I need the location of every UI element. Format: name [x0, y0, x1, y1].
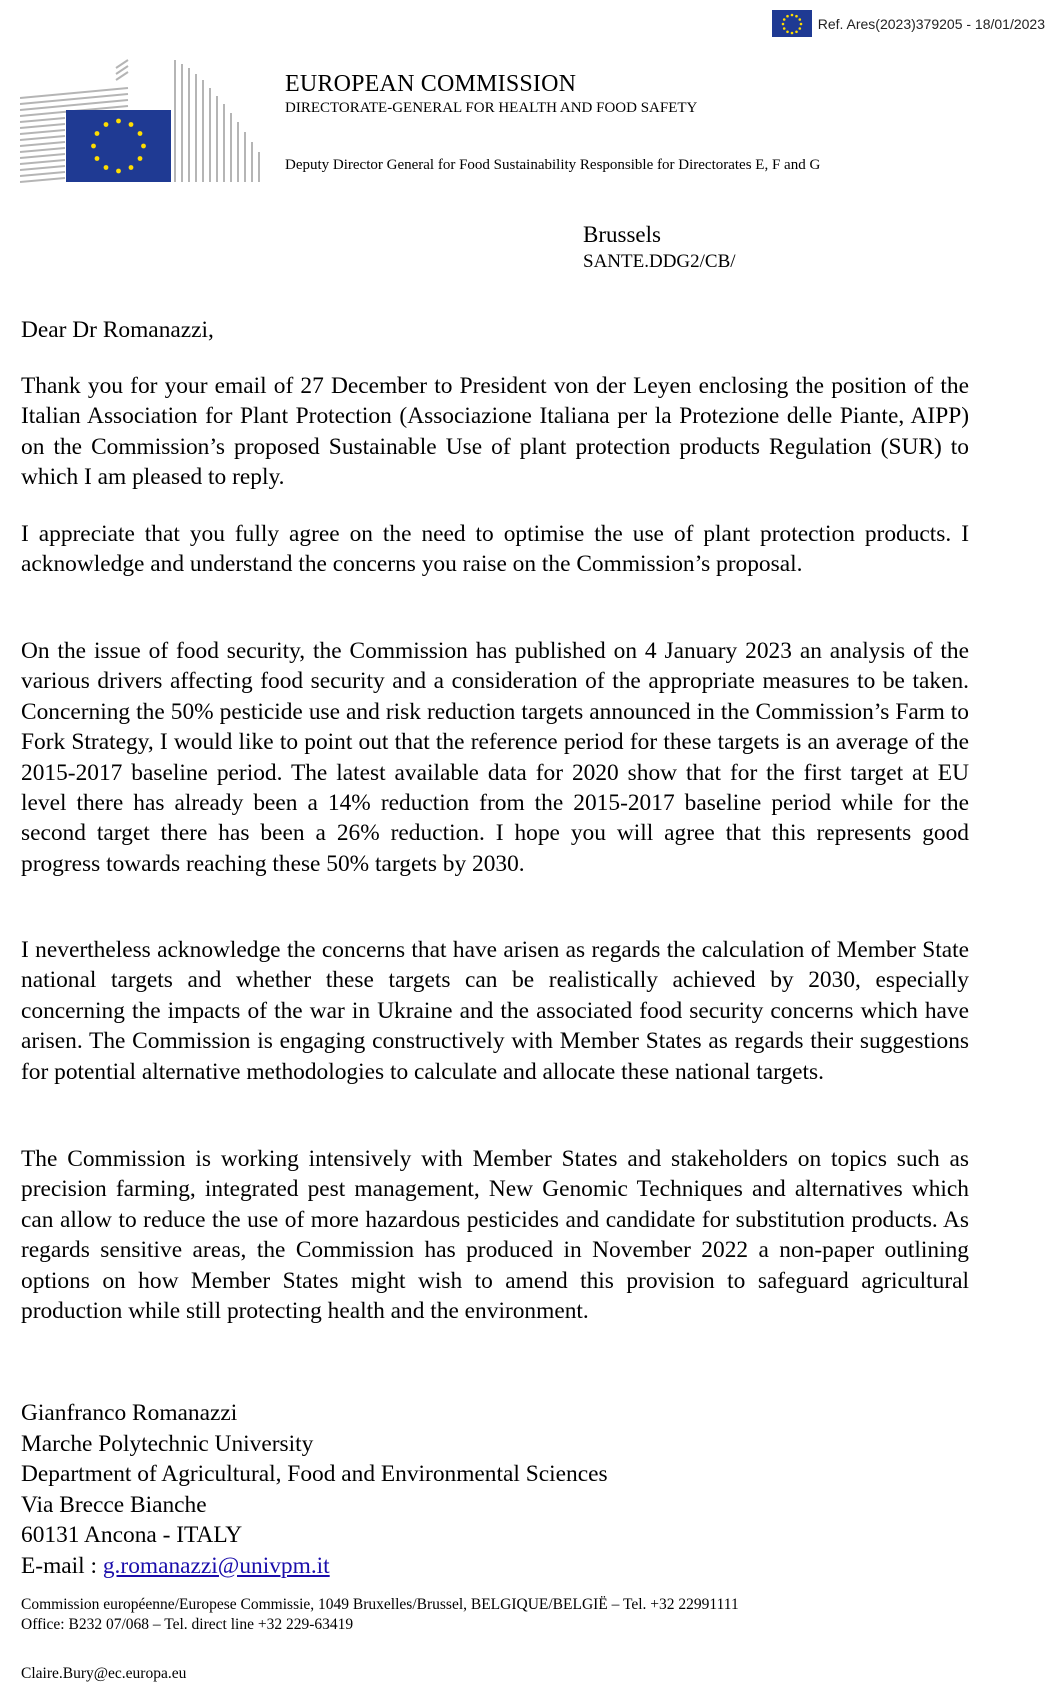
- eu-flag-icon: [772, 10, 812, 37]
- paragraph-5: The Commission is working intensively with Member States and stakeholders on topics such as precision farming, integrated pest management, New Genomic Techniques and alternatives which can allow to reduce the use of more hazardous pesticides and candidate for substitution products. As regards sensitive areas, the Commission has produced in November 2022 a non-paper outlining options on how Member States might wish to amend this provision to safeguard agricultural production while still protecting health and the environment.: [21, 1146, 969, 1325]
- recipient-email-label: E-mail :: [21, 1552, 103, 1579]
- recipient-email-link[interactable]: g.romanazzi@univpm.it: [102, 1552, 330, 1579]
- footer-contact-email: Claire.Bury@ec.europa.eu: [21, 1665, 187, 1682]
- recipient-city: 60131 Ancona - ITALY: [21, 1522, 243, 1548]
- place-and-reference: [583, 222, 736, 274]
- recipient-street: Via Brecce Bianche: [21, 1491, 207, 1518]
- european-commission-logo: [20, 58, 260, 183]
- paragraph-2: I appreciate that you fully agree on the need to optimise the use of plant protection products. I acknowledge and understand the concerns you raise on the Commission’s proposal.: [21, 521, 969, 578]
- paragraph-1: Thank you for your email of 27 December to President von der Leyen enclosing the position of the Italian Association for Plant Protection (Associazione Italiana per la Protezione delle Piante, AIPP) on the Commission’s proposed Sustainable Use of plant protection products Regulation (SUR) to which I am pleased to reply.: [21, 373, 969, 491]
- footer: [21, 1595, 739, 1635]
- recipient-department: Department of Agricultural, Food and Environmental Sciences: [21, 1461, 608, 1487]
- footer-address: Commission européenne/Europese Commissie, 1049 Bruxelles/Brussel, BELGIQUE/BELGIË – Tel. +32 22991111: [21, 1596, 739, 1613]
- place-city: Brussels: [583, 222, 661, 247]
- salutation: Dear Dr Romanazzi,: [21, 317, 214, 343]
- paragraph-3: On the issue of food security, the Commission has published on 4 January 2023 an analysis of the various drivers affecting food security and a consideration of the appropriate measures to be taken. Concerning the 50% pesticide use and risk reduction targets announced in the Commission’s Farm to Fork Strategy, I would like to point out that the reference period for these targets is an average of the 2015-2017 baseline period. The latest available data for 2020 show that for the first target at EU level there has already been a 14% reduction from the 2015-2017 baseline period while for the second target there has been a 26% reduction. I hope you will agree that this represents good progress towards reaching these 50% targets by 2030.: [21, 638, 969, 877]
- recipient-name: Gianfranco Romanazzi: [21, 1400, 238, 1426]
- directorate-general-name: DIRECTORATE-GENERAL FOR HEALTH AND FOOD SAFETY: [285, 100, 698, 116]
- file-reference: SANTE.DDG2/CB/: [583, 251, 736, 272]
- recipient-email-line: [21, 1551, 969, 1582]
- footer-office: Office: B232 07/068 – Tel. direct line +32 229-63419: [21, 1616, 354, 1633]
- organization-name: EUROPEAN COMMISSION: [285, 71, 577, 97]
- paragraph-4: I nevertheless acknowledge the concerns that have arisen as regards the calculation of Member State national targets and whether these targets can be realistically achieved by 2030, especially concerning the impacts of the war in Ukraine and the associated food security concerns which have arisen. The Commission is engaging constructively with Member States as regards their suggestions for potential alternative methodologies to calculate and allocate these national targets.: [21, 937, 969, 1085]
- letterhead: [285, 70, 820, 175]
- recipient-address: [21, 1398, 969, 1581]
- recipient-institution: Marche Polytechnic University: [21, 1430, 314, 1457]
- reference-number: Ref. Ares(2023)379205 - 18/01/2023: [817, 15, 1045, 32]
- deputy-director-general-line: Deputy Director General for Food Sustainability Responsible for Directorates E, F and G: [285, 157, 821, 173]
- reference-stamp: [772, 10, 1045, 37]
